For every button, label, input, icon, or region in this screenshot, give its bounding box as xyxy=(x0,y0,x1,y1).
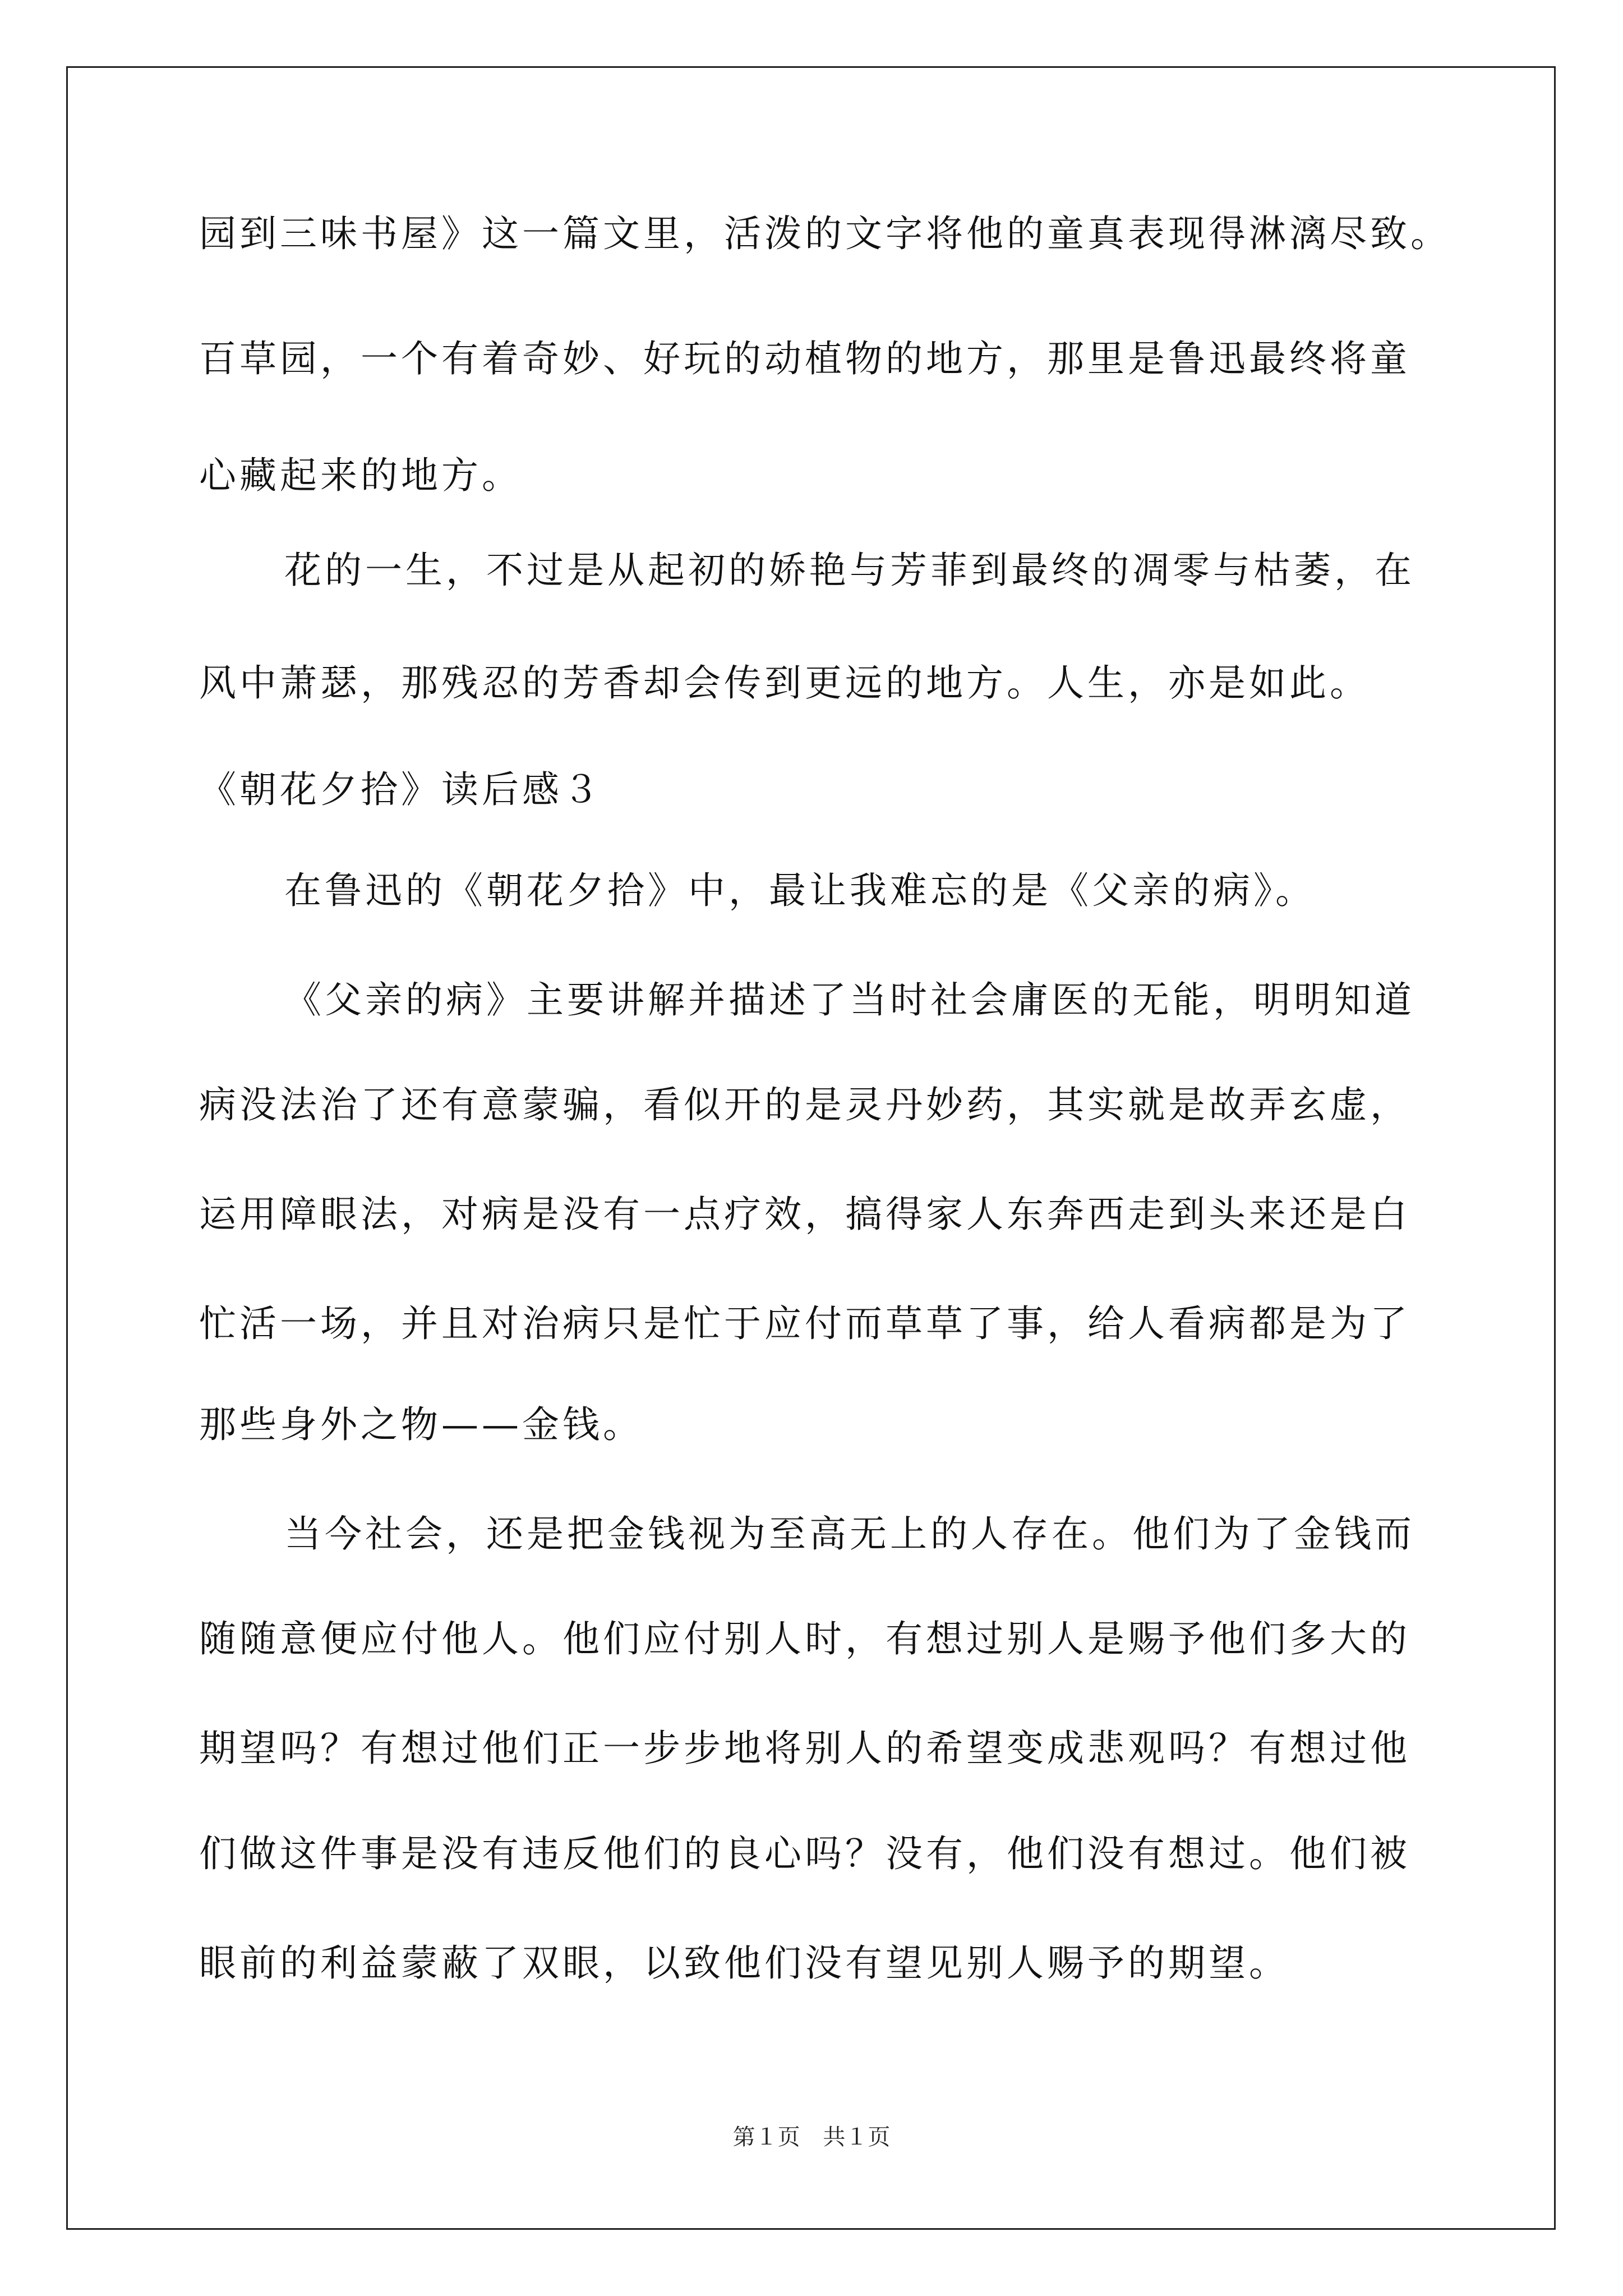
body-line: 那些身外之物——金钱。 xyxy=(199,1403,643,1446)
section-heading: 《朝花夕拾》读后感３ xyxy=(199,768,603,811)
body-line: 运用障眼法，对病是没有一点疗效，搞得家人东奔西走到头来还是白 xyxy=(199,1193,1410,1236)
body-line: 病没法治了还有意蒙骗，看似开的是灵丹妙药，其实就是故弄玄虚， xyxy=(199,1083,1410,1126)
page-number: 第１页 xyxy=(732,2124,800,2150)
body-line: 们做这件事是没有违反他们的良心吗？没有，他们没有想过。他们被 xyxy=(199,1832,1410,1875)
body-line: 随随意便应付他人。他们应付别人时，有想过别人是赐予他们多大的 xyxy=(199,1617,1410,1660)
body-line: 期望吗？有想过他们正一步步地将别人的希望变成悲观吗？有想过他 xyxy=(199,1727,1410,1770)
body-line: 园到三味书屋》这一篇文里，活泼的文字将他的童真表现得淋漓尽致。 xyxy=(199,212,1451,255)
page-total: 共１页 xyxy=(823,2124,891,2150)
body-line: 忙活一场，并且对治病只是忙于应付而草草了事，给人看病都是为了 xyxy=(199,1302,1410,1345)
body-line: 风中萧瑟，那残忍的芳香却会传到更远的地方。人生，亦是如此。 xyxy=(199,661,1370,705)
paragraph-first-line: 当今社会，还是把金钱视为至高无上的人存在。他们为了金钱而 xyxy=(284,1512,1415,1556)
paragraph-first-line: 花的一生，不过是从起初的娇艳与芳菲到最终的凋零与枯萎，在 xyxy=(284,549,1415,592)
body-line: 百草园，一个有着奇妙、好玩的动植物的地方，那里是鲁迅最终将童 xyxy=(199,337,1410,380)
page-border xyxy=(66,66,1556,2230)
body-line: 眼前的利益蒙蔽了双眼，以致他们没有望见别人赐予的期望。 xyxy=(199,1941,1289,1985)
paragraph-first-line: 《父亲的病》主要讲解并描述了当时社会庸医的无能，明明知道 xyxy=(284,978,1415,1022)
body-line: 心藏起来的地方。 xyxy=(199,454,522,497)
paragraph-first-line: 在鲁迅的《朝花夕拾》中，最让我难忘的是《父亲的病》。 xyxy=(284,869,1316,912)
page-footer xyxy=(0,2123,1623,2151)
